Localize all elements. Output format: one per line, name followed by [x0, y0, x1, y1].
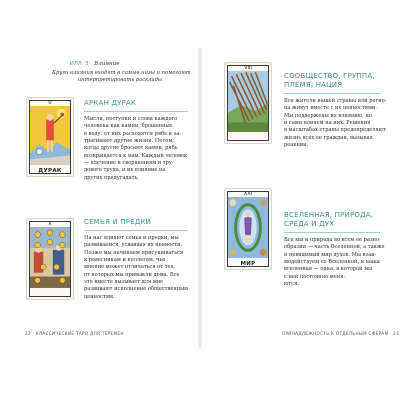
- heading-line: ПЛЕМЯ, НАЦИЯ: [284, 81, 343, 89]
- running-title-right: ПРИНАДЛЕЖНОСТЬ К ОТДЕЛЬНЫМ СФЕРАМ: [282, 331, 389, 336]
- text-line: и невидимый мир духов. Мы взаи-: [284, 251, 377, 258]
- heading-rule: [84, 230, 188, 231]
- text-line: человека как камни, брошенные: [84, 123, 173, 130]
- illustration-caption: [70, 61, 120, 67]
- tarot-card-wands: [224, 62, 272, 144]
- heading-rule: [284, 93, 380, 94]
- text-line: — влечение к свершениям и тру-: [84, 160, 174, 167]
- heading-line: СРЕДА И ДУХ: [284, 220, 335, 228]
- text-line: Мысли, поступки и слова каждого: [84, 116, 178, 122]
- book-gutter: [198, 48, 202, 348]
- text-line: На нас влияют семья и предки, мы: [84, 235, 179, 241]
- tarot-card-world: [224, 188, 272, 270]
- section-text-fool: [84, 116, 190, 182]
- left-page: [0, 48, 200, 348]
- illustration-number: ИЛЛ. 3: [70, 61, 89, 67]
- caption-description: [52, 70, 191, 84]
- section-heading-fool: АРКАН ДУРАК: [84, 99, 137, 107]
- text-line: в масштабах страны предопределяют: [284, 127, 386, 134]
- text-line: возвращается к нам. Каждый человек: [84, 152, 188, 159]
- tarot-card-pentacles: [26, 218, 74, 300]
- text-line: трагивают другие жизни. Потом,: [84, 138, 174, 145]
- text-line: в воду: от них расходятся рябь и за-: [84, 130, 182, 137]
- page-number-right: 23: [393, 331, 400, 336]
- text-line: ценностям.: [84, 293, 115, 300]
- text-line: и сами влияем на них. Решения: [284, 120, 371, 127]
- text-line: мнение может отличаться от тех,: [84, 264, 175, 271]
- text-line: на живут вместе с их ценностями.: [284, 105, 377, 112]
- tarot-card-fool: [26, 97, 74, 177]
- page-number-left: 22: [25, 331, 31, 336]
- section-text-universe: [284, 237, 385, 288]
- pentacles-illustration: [30, 227, 70, 288]
- heading-rule: [84, 111, 188, 112]
- text-line: развиваемся, усваивая их ценности.: [84, 242, 183, 249]
- text-line: других предугадать.: [84, 174, 139, 181]
- running-title-left: КЛАССИЧЕСКИЕ ТАРО ДЛЯ ТЕРЕМЕН: [35, 331, 124, 336]
- heading-line: ВСЕЛЕННАЯ, ПРИРОДА,: [284, 211, 374, 219]
- card-name: ДУРАК: [38, 168, 62, 174]
- text-line: дового труда, и их влияние на: [84, 167, 166, 174]
- card-numeral: X: [48, 221, 52, 227]
- section-heading-community: [284, 72, 375, 90]
- card-numeral: VIII: [244, 65, 252, 71]
- footer-right: [282, 331, 400, 336]
- caption-line: Круги влияния входят в самые низы и помогают: [52, 70, 191, 76]
- text-line: развивают исполнение общественным: [84, 286, 189, 293]
- illustration-title: Влияние: [94, 61, 120, 67]
- text-line: жизнь всех ее граждан, вызывая: [284, 134, 373, 141]
- fool-illustration: [30, 106, 70, 165]
- text-line: модействуем со Вселенной, и наша: [284, 259, 380, 266]
- text-line: Мы подвержены их влиянию, но: [284, 112, 372, 119]
- text-line: с ней постоянно меня-: [284, 273, 346, 280]
- section-heading-universe: [284, 211, 373, 229]
- text-line: образии — часть Вселенной, а также: [284, 244, 385, 251]
- section-text-community: [284, 98, 387, 149]
- text-line: к ровесникам и коллегам, чье: [84, 257, 166, 264]
- footer-left: [22, 331, 124, 336]
- text-line: реакции.: [284, 142, 309, 149]
- caption-line: интерпретировать расклады: [77, 77, 163, 84]
- card-numeral: XXI: [243, 191, 253, 197]
- text-line: это вместе вызывает для мне: [84, 279, 164, 286]
- text-line: вселенная — одна, в которой мы: [284, 266, 373, 273]
- text-line: когда другие бросают камни, рябь: [84, 145, 178, 152]
- card-numeral: 0: [48, 100, 52, 106]
- text-line: Все жители нашей страны или регио-: [284, 98, 387, 104]
- heading-line: СООБЩЕСТВО, ГРУППА,: [284, 72, 375, 80]
- section-text-family: [84, 235, 190, 301]
- text-line: от которых мы привыкли дома. Все: [84, 271, 180, 278]
- heading-rule: [284, 232, 380, 233]
- text-line: ются.: [284, 281, 299, 288]
- text-line: Все мы и природа во всем ее разно-: [284, 237, 381, 243]
- text-line: Позже мы начинаем присушиваться: [84, 249, 184, 256]
- world-illustration: [228, 197, 268, 258]
- wands-illustration: [228, 71, 268, 132]
- card-name: МИР: [240, 261, 256, 267]
- section-heading-family: СЕМЬЯ И ПРЕДКИ: [84, 218, 152, 226]
